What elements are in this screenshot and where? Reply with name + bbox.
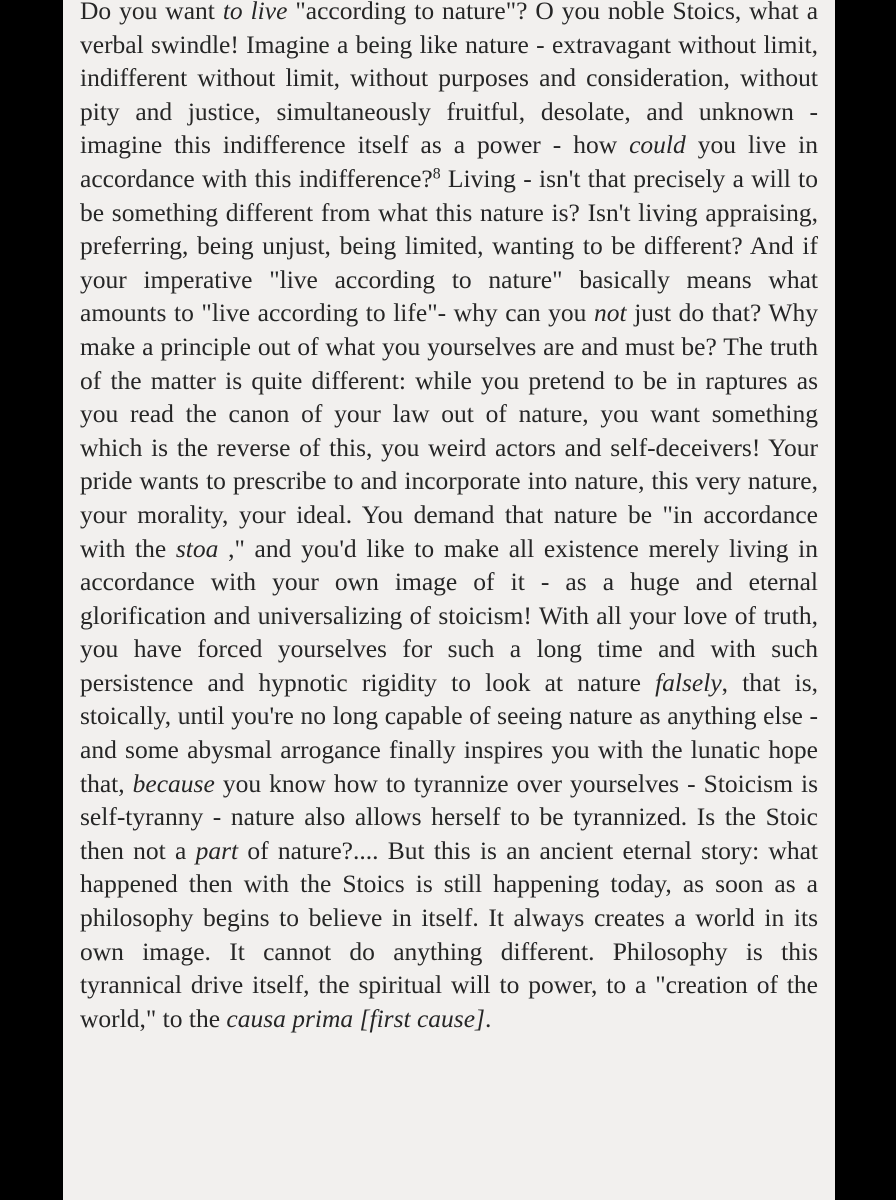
italic-text-run: causa prima [first cause] <box>226 1003 485 1033</box>
italic-text-run: not <box>594 298 627 328</box>
text-run: , that is, stoically, until you're no long capable of seeing nature as anything else - and some abysmal arrogance finally inspires you with the lunatic hope that, <box>80 667 818 798</box>
italic-text-run: to live <box>222 0 288 25</box>
italic-text-run: part <box>195 835 239 865</box>
footnote-marker: 8 <box>432 165 441 183</box>
text-run: Living - isn't that precisely a will to be something different from what this nature is? Isn't living appraising, preferring, being unjust, being limited, wanting to be different? And if your imperative "live according to nature" basically means what amounts to "live according to life"- why can you <box>80 163 818 328</box>
italic-text-run: falsely <box>655 667 722 697</box>
text-run: you live in accordance with this indifference? <box>80 130 818 193</box>
italic-text-run: because <box>132 768 215 798</box>
text-run: . <box>484 1003 492 1033</box>
text-run: Do you want <box>80 0 223 25</box>
text-run: ," and you'd like to make all existence merely living in accordance with your own image of it - as a huge and eternal glorification and universalizing of stoicism! With all your love of truth, you have forced yourselves for such a long time and with such persistence and hypnotic rigidity to look at nature <box>80 533 818 697</box>
document-page <box>63 0 835 1200</box>
text-run: just do that? Why make a principle out of what you yourselves are and must be? The truth of the matter is quite different: while you pretend to be in raptures as you read the canon of your law out of nature, you want something which is the reverse of this, you weird actors and self-deceivers! Your pride wants to prescribe to and incorporate into nature, this very nature, your morality, your ideal. You demand that nature be "in accordance with the <box>80 298 818 563</box>
italic-text-run: stoa <box>175 533 219 563</box>
text-run: of nature?.... But this is an ancient eternal story: what happened then with the Stoics is still happening today, as soon as a philosophy begins to believe in itself. It always creates a world in its own image. It cannot do anything different. Philosophy is this tyrannical drive itself, the spiritual will to power, to a "creation of the world," to the <box>80 835 818 1033</box>
text-run: "according to nature"? O you noble Stoics, what a verbal swindle! Imagine a being like nature - extravagant without limit, indifferent without limit, without purposes and consideration, without pity and justice, simultaneously fruitful, desolate, and unknown - imagine this indifference itself as a power - how <box>80 0 819 160</box>
text-run: you know how to tyrannize over yourselves - Stoicism is self-tyranny - nature also allows herself to be tyrannized. Is the Stoic then not a <box>80 768 818 865</box>
body-paragraph <box>80 0 818 1035</box>
italic-text-run: could <box>629 130 686 160</box>
